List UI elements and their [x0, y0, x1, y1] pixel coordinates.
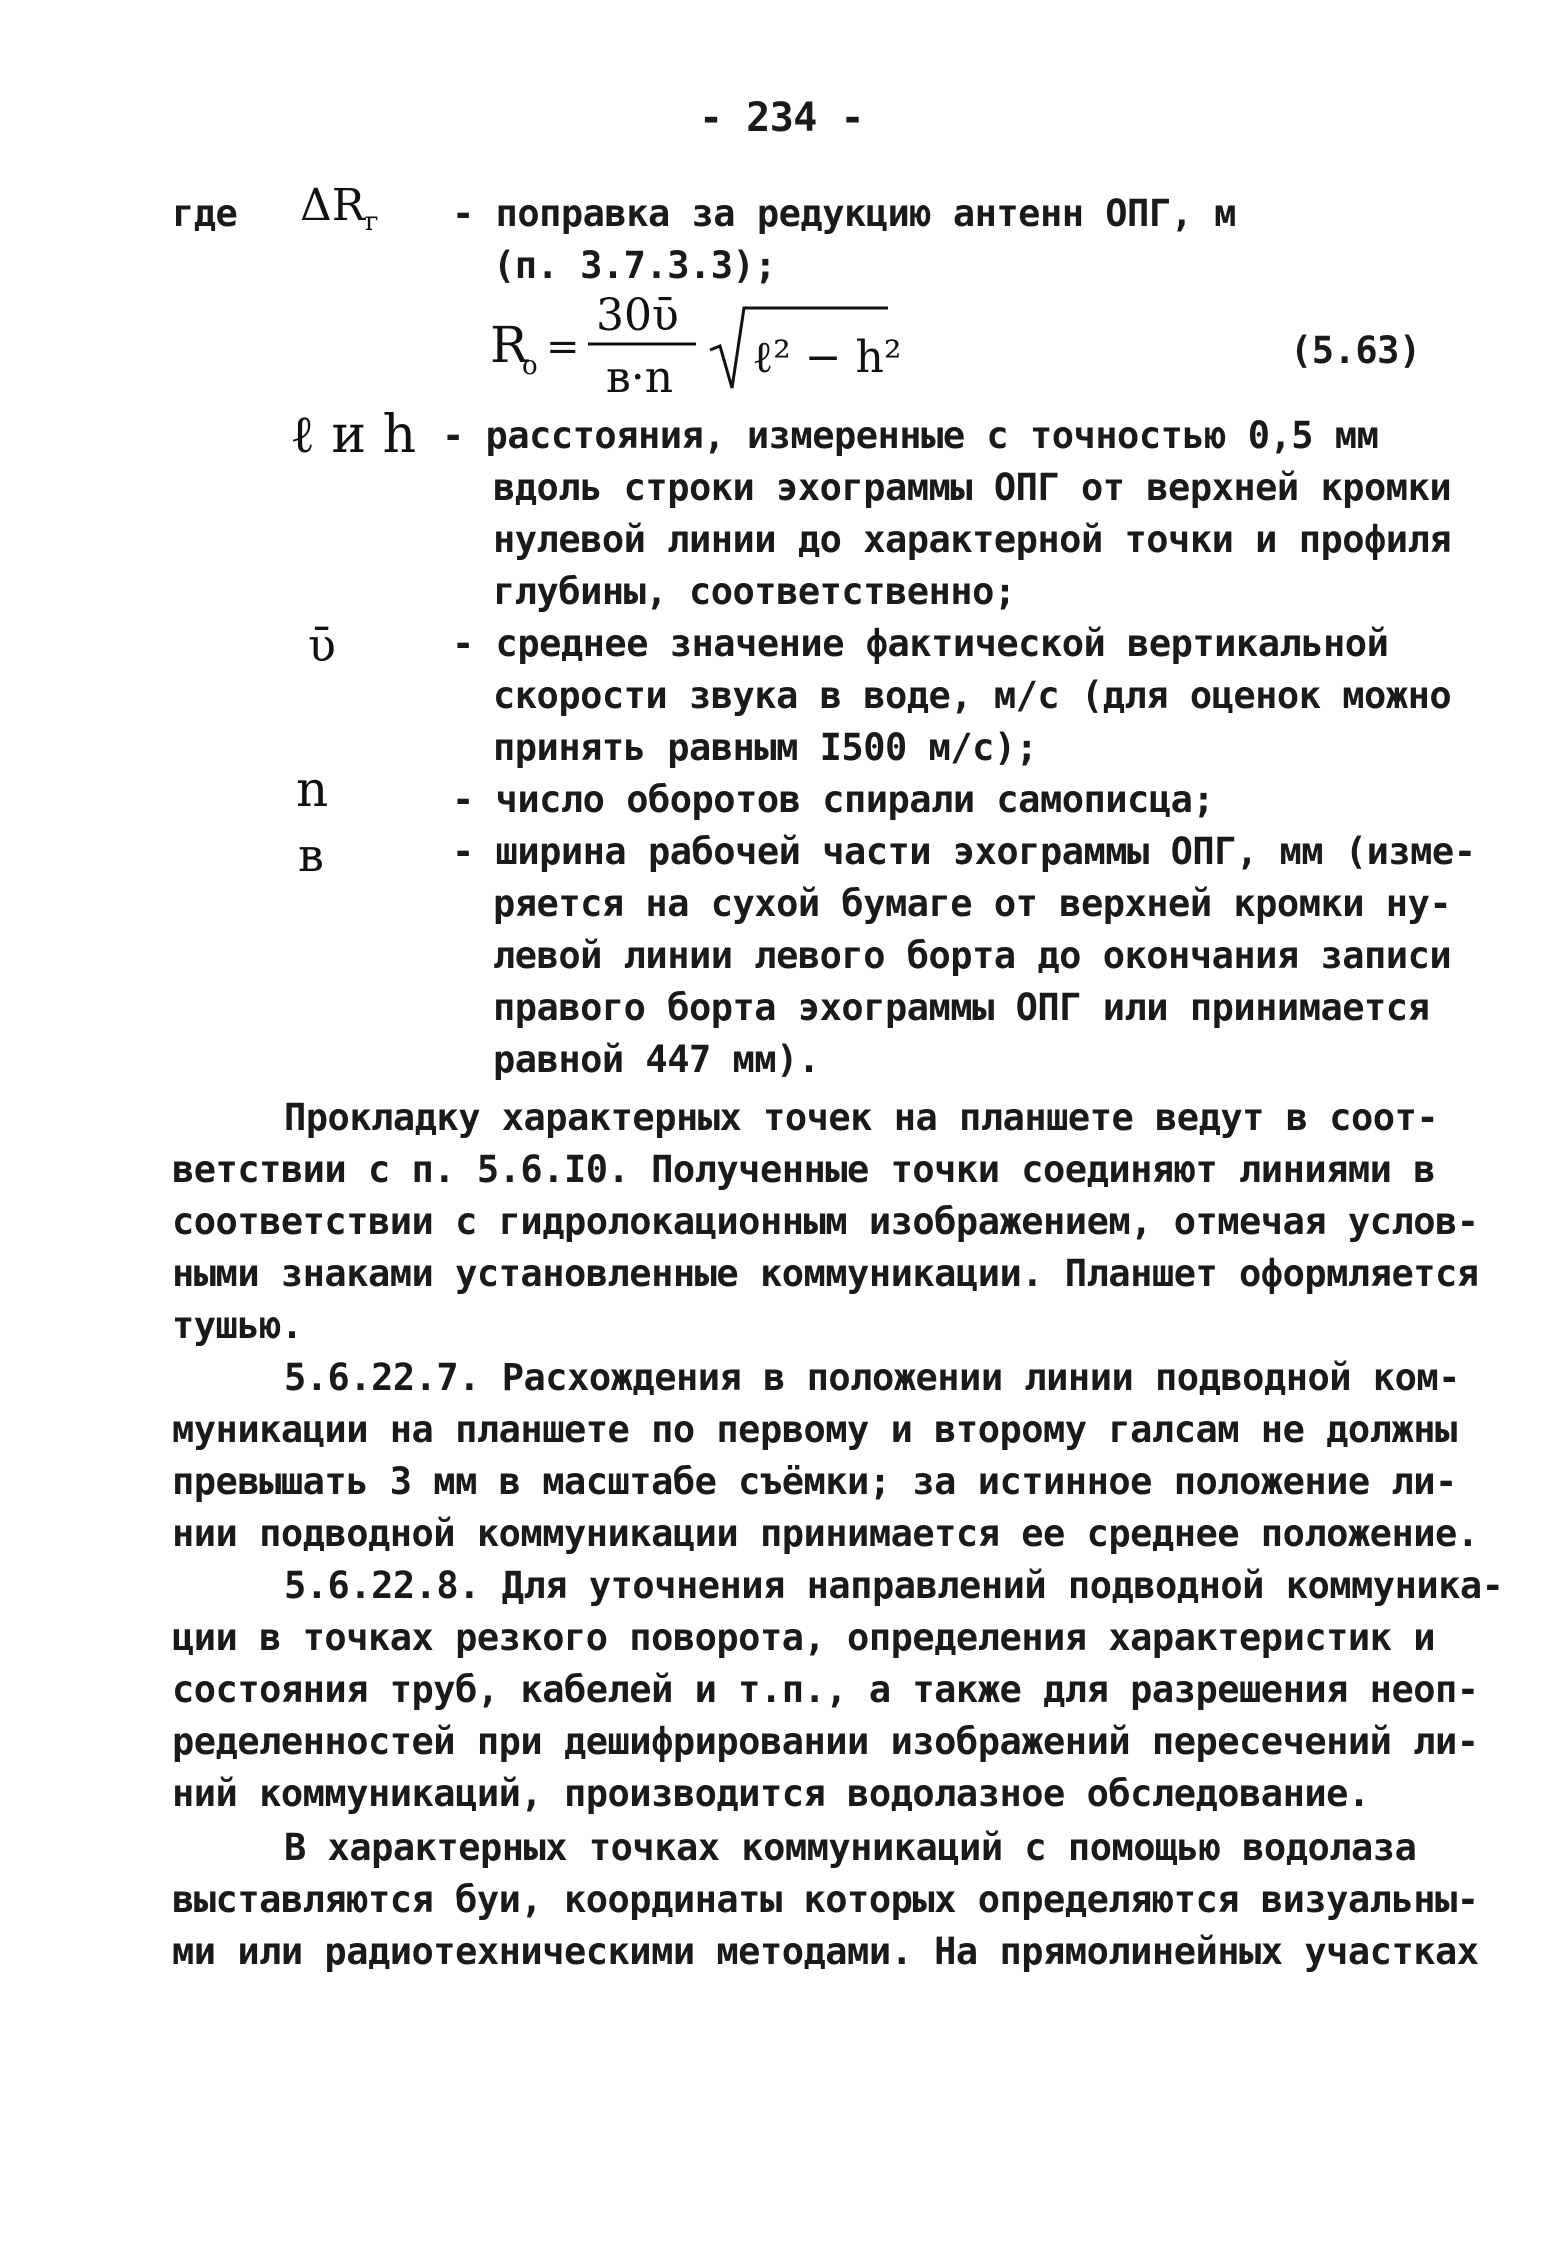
- paragraph-line: ний коммуникаций, производится водолазное обследование.: [172, 1772, 1370, 1815]
- paragraph-line: ции в точках резкого поворота, определения характеристик и: [172, 1616, 1436, 1659]
- definition-b-line-3: левой линии левого борта до окончания записи: [493, 934, 1452, 977]
- definition-l-h-line-1: - расстояния, измеренные с точностью 0,5 мм: [442, 414, 1379, 457]
- definition-v-line-3: принять равным I500 м/с);: [493, 726, 1038, 769]
- page-number: - 234 -: [698, 95, 865, 141]
- formula-number: (5.63): [1290, 329, 1421, 372]
- formula-denominator: в·n: [606, 352, 674, 400]
- formula-radicand: ℓ² − h²: [752, 332, 902, 383]
- paragraph-line: ными знаками установленные коммуникации. Планшет оформляется: [172, 1252, 1479, 1295]
- definition-delta-r-line-2: (п. 3.7.3.3);: [493, 244, 777, 287]
- paragraph-plotting: [172, 1092, 1479, 1352]
- definition-b-line-4: правого борта эхограммы ОПГ или принимается: [493, 986, 1430, 1029]
- symbol-b: в: [298, 828, 324, 882]
- formula-5-63: [488, 280, 958, 400]
- definition-v-line-2: скорости звука в воде, м/с (для оценок можно: [493, 674, 1452, 717]
- paragraph-line: 5.6.22.8. Для уточнения направлений подводной коммуника-: [284, 1564, 1504, 1607]
- symbol-delta-r-main: ΔR: [300, 180, 365, 231]
- definition-l-h-line-2: вдоль строки эхограммы ОПГ от верхней кромки: [493, 466, 1452, 509]
- paragraph-line: ределенностей при дешифрировании изображений пересечений ли-: [172, 1720, 1479, 1763]
- definition-b-line-2: ряется на сухой бумаге от верхней кромки ну-: [493, 882, 1452, 925]
- formula-numerator: 30ῡ: [596, 290, 679, 341]
- paragraph-line: Прокладку характерных точек на планшете ведут в соот-: [284, 1096, 1439, 1139]
- paragraph-5-6-22-8: [172, 1560, 1504, 1820]
- symbol-v-bar: ῡ: [308, 618, 336, 672]
- paragraph-5-6-22-7: [172, 1352, 1479, 1560]
- paragraph-line: ми или радиотехническими методами. На прямолинейных участках: [172, 1930, 1479, 1973]
- definition-l-h-line-4: глубины, соответственно;: [493, 570, 1016, 613]
- definition-l-h-line-3: нулевой линии до характерной точки и профиля: [493, 518, 1452, 561]
- paragraph-line: нии подводной коммуникации принимается ее среднее положение.: [172, 1512, 1479, 1555]
- paragraph-line: муникации на планшете по первому и второму галсам не должны: [172, 1408, 1457, 1451]
- formula-lhs-subscript: o: [522, 351, 538, 381]
- paragraph-line: В характерных точках коммуникаций с помощью водолаза: [284, 1826, 1417, 1869]
- paragraph-line: тушью.: [172, 1304, 303, 1347]
- definition-delta-r-line-1: - поправка за редукцию антенн ОПГ, м: [452, 192, 1236, 235]
- paragraph-line: выставляются буи, координаты которых определяются визуальны-: [172, 1878, 1479, 1921]
- definition-v-line-1: - среднее значение фактической вертикальной: [452, 622, 1389, 665]
- definition-n-line-1: - число оборотов спирали самописца;: [452, 778, 1215, 821]
- paragraph-buoys: [172, 1822, 1479, 1978]
- where-word: где: [172, 192, 238, 235]
- symbol-l-and-h: ℓ и h: [290, 405, 417, 465]
- symbol-n: n: [296, 760, 329, 818]
- definition-b-line-5: равной 447 мм).: [493, 1038, 820, 1081]
- paragraph-line: соответствии с гидролокационным изображением, отмечая услов-: [172, 1200, 1479, 1243]
- definition-b-line-1: - ширина рабочей части эхограммы ОПГ, мм (изме-: [452, 830, 1476, 873]
- symbol-delta-r: [300, 180, 379, 237]
- formula-lhs: R: [490, 316, 528, 374]
- formula-equals: =: [546, 324, 580, 370]
- symbol-delta-r-subscript: г: [364, 206, 379, 237]
- paragraph-line: превышать 3 мм в масштабе съёмки; за истинное положение ли-: [172, 1460, 1457, 1503]
- paragraph-line: ветствии с п. 5.6.I0. Полученные точки соединяют линиями в: [172, 1148, 1436, 1191]
- paragraph-line: 5.6.22.7. Расхождения в положении линии подводной ком-: [284, 1356, 1460, 1399]
- paragraph-line: состояния труб, кабелей и т.п., а также для разрешения неоп-: [172, 1668, 1479, 1711]
